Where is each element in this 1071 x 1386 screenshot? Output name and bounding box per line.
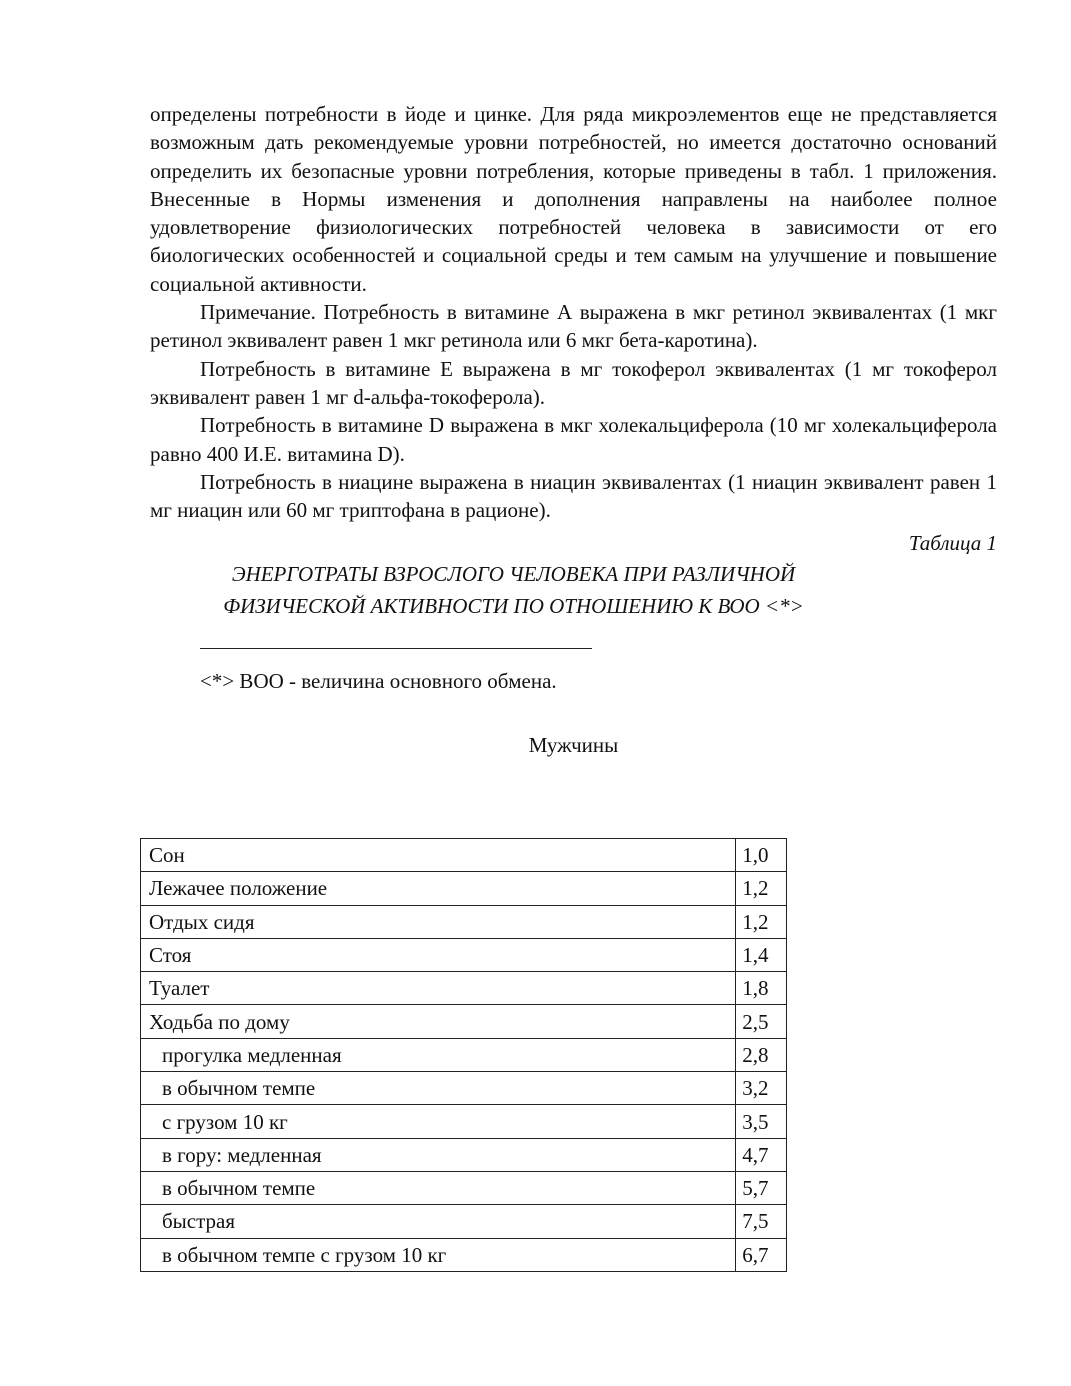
activity-name-cell: Стоя [141,938,736,971]
table-row [141,938,787,971]
activity-value-cell: 1,4 [736,938,787,971]
activity-name-cell: Туалет [141,972,736,1005]
table-row [141,1238,787,1271]
table-row [141,1138,787,1171]
footnote-divider [200,648,592,649]
activity-name-cell: с грузом 10 кг [141,1105,736,1138]
activity-value-cell: 1,2 [736,872,787,905]
table-row [141,872,787,905]
body-paragraph-1: определены потребности в йоде и цинке. Для ряда микроэлементов еще не представляется возможным дать рекомендуемые уровни потребностей, но имеется достаточно оснований определить их безопасные уровни потребления, которые приведены в табл. 1 приложения. Внесенные в Нормы изменения и дополнения направлены на наиболее полное удовлетворение физиологических потребностей человека в зависимости от его биологических особенностей и социальной среды и тем самым на улучшение и повышение социальной активности. [150,102,997,296]
activity-value-cell: 1,0 [736,839,787,872]
activity-value-cell: 3,5 [736,1105,787,1138]
table-title-line-1: ЭНЕРГОТРАТЫ ВЗРОСЛОГО ЧЕЛОВЕКА ПРИ РАЗЛИЧНОЙ [231,562,796,587]
table-title-line-2: ФИЗИЧЕСКОЙ АКТИВНОСТИ ПО ОТНОШЕНИЮ К ВОО <*> [223,594,804,619]
note-niacin: Потребность в ниацине выражена в ниацин эквивалентах (1 ниацин эквивалент равен 1 мг ниацин или 60 мг триптофана в рационе). [150,469,997,523]
activity-value-cell: 7,5 [736,1205,787,1238]
activity-name-cell: в гору: медленная [141,1138,736,1171]
activity-name-cell: в обычном темпе [141,1171,736,1204]
section-title-men: Мужчины [528,733,619,758]
activity-name-cell: в обычном темпе [141,1072,736,1105]
table-row [141,1038,787,1071]
table-row [141,839,787,872]
note-vitamin-d: Потребность в витамине D выражена в мкг холекальциферола (10 мг холекальциферола равно 400 И.Е. витамина D). [150,413,997,466]
table-row [141,1205,787,1238]
activity-name-cell: прогулка медленная [141,1038,736,1071]
activity-value-cell: 6,7 [736,1238,787,1271]
activity-value-cell: 2,5 [736,1005,787,1038]
table-row [141,1105,787,1138]
document-page [150,100,997,759]
activity-value-cell: 5,7 [736,1171,787,1204]
activity-value-cell: 1,8 [736,972,787,1005]
energy-expenditure-table [140,838,787,1272]
activity-name-cell: Лежачее положение [141,872,736,905]
activity-value-cell: 4,7 [736,1138,787,1171]
activity-value-cell: 2,8 [736,1038,787,1071]
table-row [141,1171,787,1204]
activity-value-cell: 3,2 [736,1072,787,1105]
table-row [141,905,787,938]
activity-name-cell: в обычном темпе с грузом 10 кг [141,1238,736,1271]
table-label: Таблица 1 [908,531,997,556]
activity-value-cell: 1,2 [736,905,787,938]
table-row [141,1005,787,1038]
table-row [141,1072,787,1105]
activity-name-cell: Сон [141,839,736,872]
table-row [141,972,787,1005]
footnote: <*> ВОО - величина основного обмена. [200,669,557,694]
activity-name-cell: Отдых сидя [141,905,736,938]
activity-name-cell: быстрая [141,1205,736,1238]
note-vitamin-e: Потребность в витамине Е выражена в мг токоферол эквивалентах (1 мг токоферол эквивалент равен 1 мг d-альфа-токоферола). [150,356,997,409]
note-vitamin-a: Примечание. Потребность в витамине А выражена в мкг ретинол эквивалентах (1 мкг ретинол эквивалент равен 1 мкг ретинола или 6 мкг бета-каротина). [150,300,997,353]
activity-name-cell: Ходьба по дому [141,1005,736,1038]
